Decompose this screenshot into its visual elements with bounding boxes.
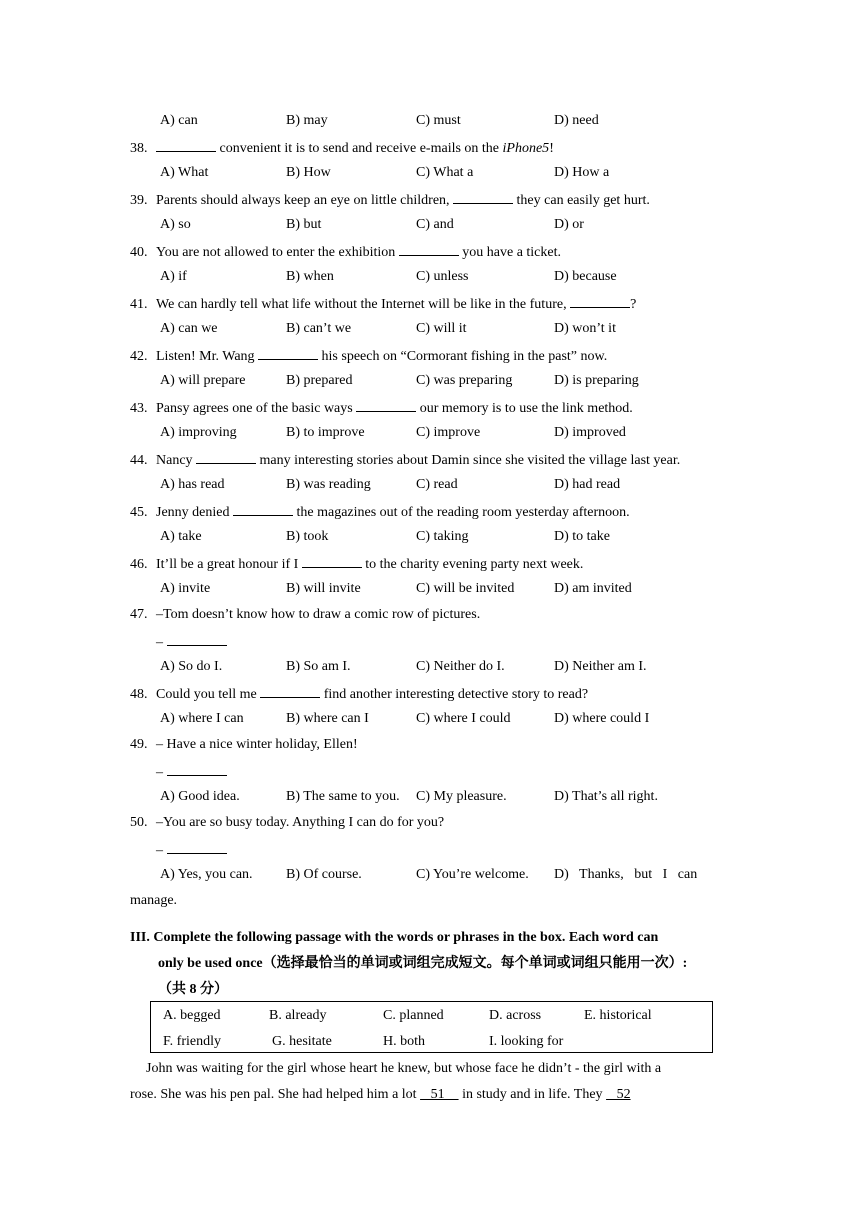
answer-blank <box>156 138 216 152</box>
option: D) Neither am I. <box>554 659 647 674</box>
option: D) to take <box>554 529 610 544</box>
stem-text: You are not allowed to enter the exhibition <box>156 245 399 260</box>
passage-line: John was waiting for the girl whose heart he knew, but whose face he didn’t - the girl with a <box>146 1061 662 1076</box>
answer-blank <box>196 450 256 464</box>
option: A) if <box>160 269 187 284</box>
option: A) Yes, you can. <box>160 867 253 882</box>
stem-text: Pansy agrees one of the basic ways <box>156 401 357 416</box>
option: A) So do I. <box>160 659 223 674</box>
question-number: 46. <box>130 557 148 572</box>
reply-line <box>156 762 227 782</box>
question-stem <box>130 138 554 158</box>
question-stem <box>130 450 680 470</box>
option: D) because <box>554 269 617 284</box>
stem-text: Parents should always keep an eye on little children, <box>156 193 454 208</box>
option: C) improve <box>416 425 481 440</box>
reply-dash: – <box>156 635 167 650</box>
stem-text: our memory is to use the link method. <box>416 401 633 416</box>
question-number: 49. <box>130 737 148 752</box>
answer-blank <box>258 346 318 360</box>
question-stem <box>130 736 358 754</box>
stem-italic: iPhone5 <box>502 141 550 156</box>
option: B) prepared <box>286 373 353 388</box>
answer-blank <box>356 398 416 412</box>
option: A) where I can <box>160 711 244 726</box>
option: B) How <box>286 165 331 180</box>
question-stem <box>130 294 636 314</box>
option: D) is preparing <box>554 373 639 388</box>
stem-text: the magazines out of the reading room yesterday afternoon. <box>292 505 630 520</box>
stem-text: to the charity evening party next week. <box>361 557 584 572</box>
option: C) will it <box>416 321 467 336</box>
question-number: 44. <box>130 453 148 468</box>
word-option: B. already <box>269 1008 327 1023</box>
option: C) and <box>416 217 454 232</box>
option: B) to improve <box>286 425 365 440</box>
option: A) so <box>160 217 191 232</box>
stem-text: many interesting stories about Damin since she visited the village last year. <box>256 453 681 468</box>
stem-text: Jenny denied <box>156 505 233 520</box>
option: A) will prepare <box>160 373 246 388</box>
answer-blank <box>167 762 227 776</box>
option: B) may <box>286 113 328 128</box>
option: B) was reading <box>286 477 371 492</box>
option: D) need <box>554 113 599 128</box>
question-number: 45. <box>130 505 148 520</box>
stem-text: –You are so busy today. Anything I can do for you? <box>156 815 445 830</box>
option: B) took <box>286 529 329 544</box>
answer-blank <box>167 840 227 854</box>
option: B) Of course. <box>286 867 362 882</box>
stem-text: Listen! Mr. Wang <box>156 349 259 364</box>
question-number: 43. <box>130 401 148 416</box>
stem-text: you have a ticket. <box>458 245 562 260</box>
section-heading: III. Complete the following passage with the words or phrases in the box. Each word can <box>130 930 659 945</box>
option: D) won’t it <box>554 321 616 336</box>
option: B) The same to you. <box>286 789 400 804</box>
option: A) What <box>160 165 209 180</box>
stem-text: find another interesting detective story to read? <box>320 687 589 702</box>
option: D) or <box>554 217 584 232</box>
answer-blank <box>233 502 293 516</box>
question-stem <box>130 502 630 522</box>
question-stem <box>130 190 650 210</box>
word-option: G. hesitate <box>272 1034 332 1049</box>
word-option: A. begged <box>163 1008 221 1023</box>
numbered-blank: 52 <box>606 1087 631 1102</box>
option: C) was preparing <box>416 373 513 388</box>
question-number: 39. <box>130 193 148 208</box>
option: C) where I could <box>416 711 511 726</box>
option: C) must <box>416 113 461 128</box>
reply-dash: – <box>156 765 167 780</box>
stem-text: It’ll be a great honour if I <box>156 557 302 572</box>
option: D) where could I <box>554 711 650 726</box>
question-number: 40. <box>130 245 148 260</box>
option: A) Good idea. <box>160 789 240 804</box>
passage-text: rose. She was his pen pal. She had helped him a lot <box>130 1087 421 1102</box>
option: C) read <box>416 477 458 492</box>
option-continuation: manage. <box>130 893 178 908</box>
option: B) but <box>286 217 322 232</box>
passage-text: in study and in life. They <box>458 1087 607 1102</box>
reply-line <box>156 632 227 652</box>
option: B) where can I <box>286 711 369 726</box>
stem-text: – Have a nice winter holiday, Ellen! <box>156 737 358 752</box>
answer-blank <box>260 684 320 698</box>
option: B) So am I. <box>286 659 351 674</box>
option: D) am invited <box>554 581 632 596</box>
option: C) What a <box>416 165 474 180</box>
option: C) unless <box>416 269 469 284</box>
answer-blank <box>570 294 630 308</box>
option: C) taking <box>416 529 469 544</box>
question-stem <box>130 242 561 262</box>
reply-line <box>156 840 227 860</box>
option: C) will be invited <box>416 581 515 596</box>
stem-text: ! <box>549 141 554 156</box>
option: D) Thanks, but I can <box>554 867 698 882</box>
section-score: （共 8 分） <box>158 982 228 997</box>
word-option: E. historical <box>584 1008 652 1023</box>
option: A) take <box>160 529 202 544</box>
answer-blank <box>399 242 459 256</box>
question-number: 47. <box>130 607 148 622</box>
question-number: 50. <box>130 815 148 830</box>
word-option: F. friendly <box>163 1034 221 1049</box>
option: C) Neither do I. <box>416 659 505 674</box>
answer-blank <box>167 632 227 646</box>
option: A) improving <box>160 425 237 440</box>
stem-text: his speech on “Cormorant fishing in the past” now. <box>318 349 608 364</box>
stem-text: Nancy <box>156 453 197 468</box>
question-stem <box>130 398 633 418</box>
answer-blank <box>453 190 513 204</box>
question-stem <box>130 346 607 366</box>
option: D) had read <box>554 477 621 492</box>
numbered-blank: 51 <box>420 1087 459 1102</box>
option: A) has read <box>160 477 225 492</box>
option: D) improved <box>554 425 626 440</box>
question-number: 48. <box>130 687 148 702</box>
stem-text: –Tom doesn’t know how to draw a comic row of pictures. <box>156 607 481 622</box>
question-stem <box>130 554 583 574</box>
section-heading-cont: only be used once（选择最恰当的单词或词组完成短文。每个单词或词组只能用一次）: <box>158 956 688 971</box>
word-option: C. planned <box>383 1008 444 1023</box>
question-number: 38. <box>130 141 148 156</box>
option: D) That’s all right. <box>554 789 658 804</box>
passage-line <box>130 1086 631 1104</box>
answer-blank <box>302 554 362 568</box>
stem-text: Could you tell me <box>156 687 261 702</box>
option: B) when <box>286 269 334 284</box>
question-stem <box>130 814 444 832</box>
stem-text: ? <box>630 297 637 312</box>
stem-text: they can easily get hurt. <box>513 193 650 208</box>
reply-dash: – <box>156 843 167 858</box>
option: D) How a <box>554 165 610 180</box>
option: C) You’re welcome. <box>416 867 529 882</box>
stem-text: We can hardly tell what life without the Internet will be like in the future, <box>156 297 571 312</box>
question-number: 41. <box>130 297 148 312</box>
question-number: 42. <box>130 349 148 364</box>
option: A) can we <box>160 321 218 336</box>
question-stem <box>130 684 588 704</box>
option: A) can <box>160 113 198 128</box>
word-option: H. both <box>383 1034 425 1049</box>
word-option: D. across <box>489 1008 542 1023</box>
stem-text: convenient it is to send and receive e-mails on the <box>216 141 503 156</box>
option: B) will invite <box>286 581 361 596</box>
option: C) My pleasure. <box>416 789 507 804</box>
option: B) can’t we <box>286 321 352 336</box>
word-option: I. looking for <box>489 1034 564 1049</box>
option: A) invite <box>160 581 211 596</box>
question-stem <box>130 606 480 624</box>
